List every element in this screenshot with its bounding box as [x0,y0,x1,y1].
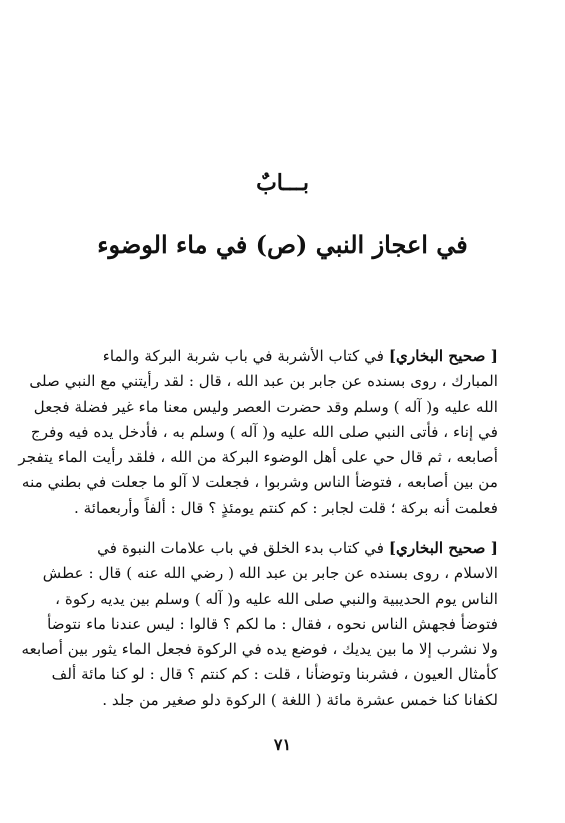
paragraph-line: لكفانا كنا خمس عشرة مائة ( اللغة ) الركوة دلو صغير من جلد . [102,690,498,709]
source-reference: [ صحيح البخاري] [388,539,498,557]
paragraph-line: كأمثال العيون ، فشربنا وتوضأنا ، قلت : كم كنتم ؟ قال : لو كنا مائة ألف [51,665,498,684]
paragraph-1 [18,344,498,521]
paragraph-line [70,536,498,561]
paragraph-line: ولا نشرب إلا ما بين يديك ، فوضع يده في الركوة فجعل الماء يثور بين أصابعه [21,640,498,659]
paragraph-2 [21,536,498,713]
page-number: ٧١ [273,735,292,754]
paragraph-line: أصابعه ، ثم قال حي على أهل الوضوء البركة من الله ، فلقد رأيت الماء يتفجر [18,448,498,467]
paragraph-line: فتوضأ فجهش الناس نحوه ، فقال : ما لكم ؟ قالوا : ليس عندنا ماء نتوضأ [47,614,498,633]
paragraph-line: المبارك ، روى بسنده عن جابر بن عبد الله ، قال : لقد رأيتني مع النبي صلى [29,372,498,391]
paragraph-line [70,344,498,369]
paragraph-line: في إناء ، فأتى النبي صلى الله عليه و( آله ) وسلم به ، فأدخل يده فيه وفرج [30,422,498,441]
source-reference: [ صحيح البخاري] [388,347,498,365]
line-text: في كتاب الأشربة في باب شربة البركة والماء [102,347,385,365]
line-text: في كتاب بدء الخلق في باب علامات النبوة في [97,539,385,557]
paragraph-line: فعلمت أنه بركة ؛ قلت لجابر : كم كنتم يومئذٍ ؟ قال : ألفاً وأربعمائة . [73,498,498,517]
paragraph-line: الناس يوم الحديبية والنبي صلى الله عليه و( آله ) وسلم بين يديه ركوة ، [55,589,498,608]
chapter-title: في اعجاز النبي (ص) في ماء الوضوء [97,230,468,259]
paragraph-line: من بين أصابعه ، فتوضأ الناس وشربوا ، فجعلت لا آلو ما جعلت في بطني منه [21,473,498,492]
paragraph-line: الله عليه و( آله ) وسلم وقد حضرت العصر وليس معنا ماء غير فضلة فجعل [33,397,498,416]
paragraph-line: الاسلام ، روى بسنده عن جابر بن عبد الله ( رضي الله عنه ) قال : عطش [42,564,498,583]
chapter-label: بـــابٌ [256,170,309,196]
